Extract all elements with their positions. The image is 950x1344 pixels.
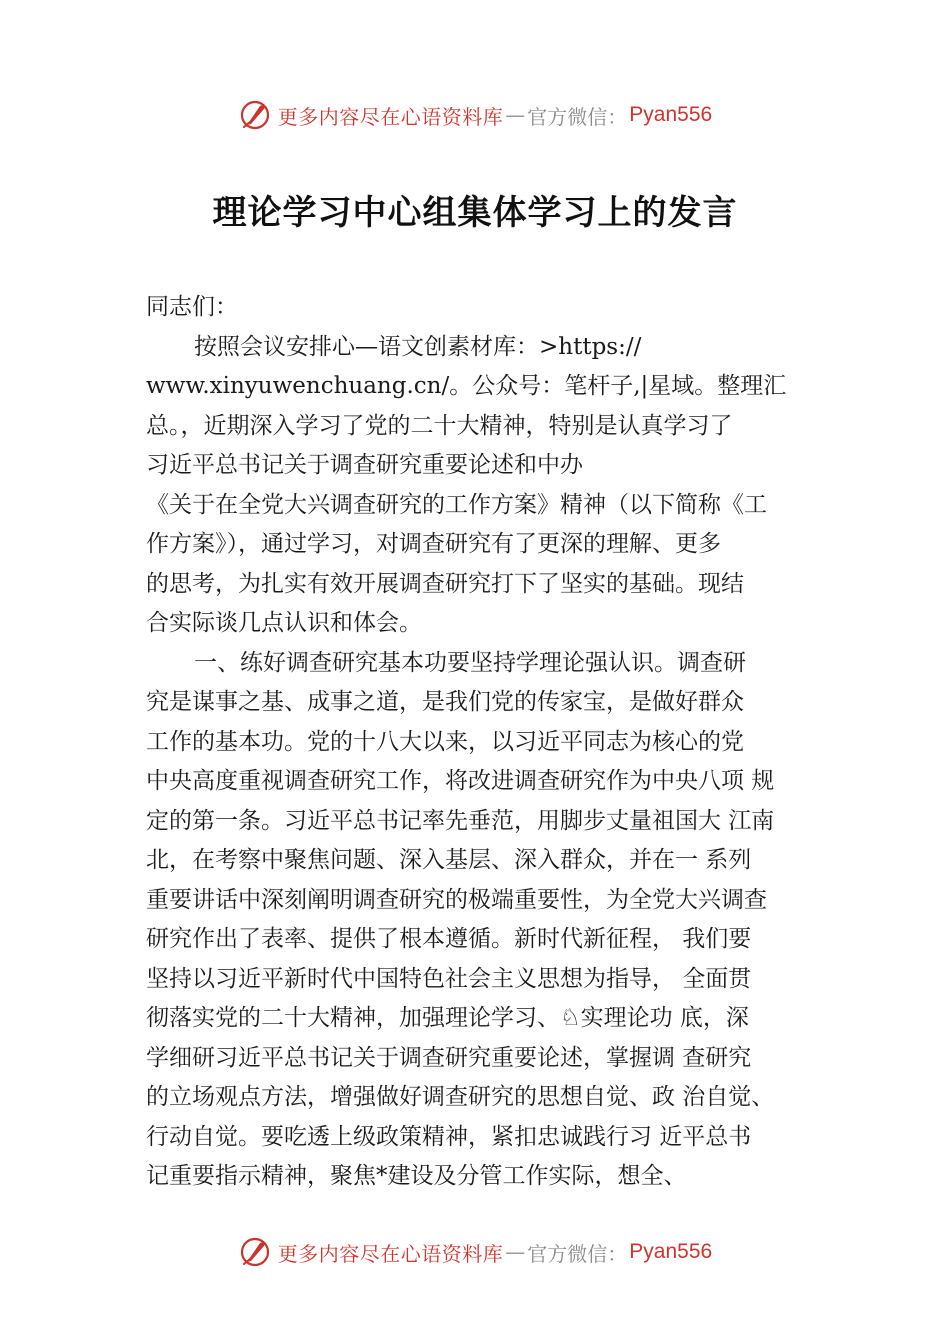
paragraph-line: www.xinyuwenchuang.cn/。公众号：笔杆子,|星域。整理汇 xyxy=(146,373,787,399)
banner-wechat-label: 官方微信： xyxy=(527,1241,628,1266)
paragraph-line: 重要讲话中深刻阐明调查研究的极端重要性，为全党大兴调查 xyxy=(146,886,767,913)
banner-wechat-id: Pyan556 xyxy=(629,1240,713,1263)
footer-banner xyxy=(0,1232,950,1272)
paragraph-line: 的思考，为扎实有效开展调查研究打下了坚实的基础。现结 xyxy=(146,570,744,597)
banner-text: 更多内容尽在心语资料库 xyxy=(277,1241,504,1266)
paragraph-2 xyxy=(146,644,836,1197)
quill-pen-icon xyxy=(238,1235,272,1269)
banner-wechat-label: 官方微信： xyxy=(527,104,628,129)
paragraph-line: 究是谋事之基、成事之道，是我们党的传家宝，是做好群众 xyxy=(146,689,744,715)
banner-wechat-id: Pyan556 xyxy=(629,103,713,126)
paragraph-line: 中央高度重视调查研究工作，将改进调查研究作为中央八项 规 xyxy=(146,768,775,794)
paragraph-line: 总。，近期深入学习了党的二十大精神，特别是认真学习了 xyxy=(146,412,733,439)
document-body xyxy=(146,288,836,1197)
banner-dash: — xyxy=(505,103,526,127)
paragraph-line: 的立场观点方法，增强做好调查研究的思想自觉、政 治自觉、 xyxy=(146,1084,775,1110)
paragraph-line: 《关于在全党大兴调查研究的工作方案》精神（以下简称《工 xyxy=(146,491,767,518)
paragraph-line: 作方案》），通过学习，对调查研究有了更深的理解、更多 xyxy=(146,531,721,557)
document-title: 理论学习中心组集体学习上的发言 xyxy=(212,193,738,233)
paragraph-line: 习近平总书记关于调查研究重要论述和中办 xyxy=(146,452,583,478)
paragraph-line: 坚持以习近平新时代中国特色社会主义思想为指导， 全面贯 xyxy=(146,965,752,992)
paragraph-line: 定的第一条。习近平总书记率先垂范，用脚步丈量祖国大 江南 xyxy=(146,807,775,834)
quill-pen-icon xyxy=(238,98,272,132)
paragraph-line: 彻落实党的二十大精神，加强理论学习、♘实理论功 底，深 xyxy=(146,1005,749,1031)
salutation: 同志们： xyxy=(146,294,238,320)
banner-dash: — xyxy=(505,1240,526,1264)
paragraph-line: 按照会议安排心—语文创素材库：>https:// xyxy=(194,333,642,360)
banner-text: 更多内容尽在心语资料库 xyxy=(277,104,504,129)
paragraph-line: 一、练好调查研究基本功要坚持学理论强认识。调查研 xyxy=(194,649,746,676)
paragraph-line: 合实际谈几点认识和体会。 xyxy=(146,610,422,636)
paragraph-line: 学细研习近平总书记关于调查研究重要论述，掌握调 查研究 xyxy=(146,1044,752,1071)
header-banner xyxy=(0,95,950,135)
paragraph-line: 北，在考察中聚焦问题、深入基层、深入群众，并在一 系列 xyxy=(146,847,752,873)
paragraph-1 xyxy=(146,328,836,644)
paragraph-line: 工作的基本功。党的十八大以来，以习近平同志为核心的党 xyxy=(146,728,744,755)
paragraph-line: 研究作出了表率、提供了根本遵循。新时代新征程， 我们要 xyxy=(146,926,752,952)
paragraph-line: 记重要指示精神，聚焦*建设及分管工作实际，想全、 xyxy=(146,1163,687,1189)
paragraph-line: 行动自觉。要吃透上级政策精神，紧扣忠诚践行习 近平总书 xyxy=(146,1123,752,1150)
